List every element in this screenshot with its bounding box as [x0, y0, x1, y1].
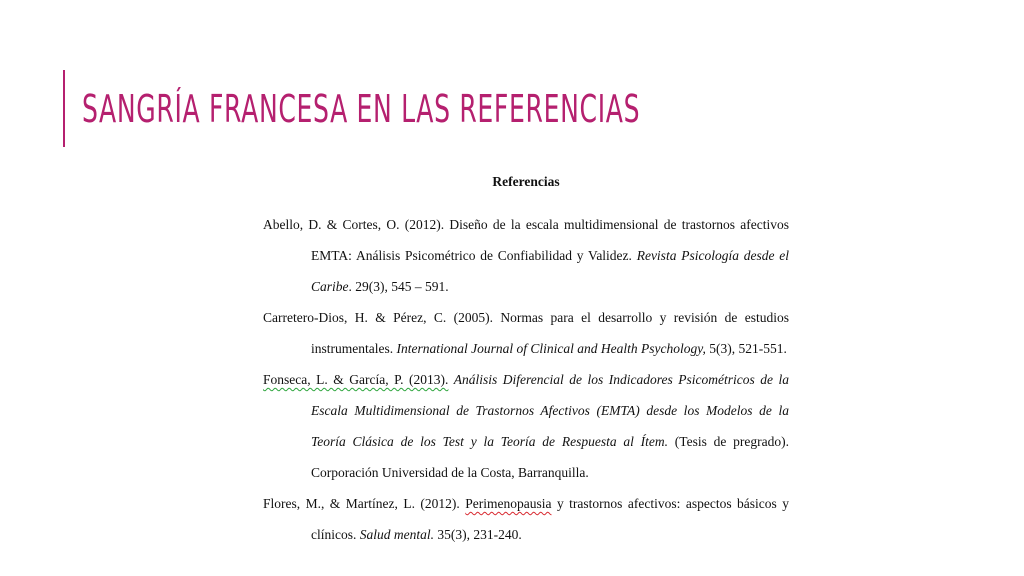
- reference-text: (Tesis de pregrado).: [668, 434, 789, 449]
- reference-item: [263, 302, 789, 364]
- reference-item: [263, 488, 789, 550]
- reference-text: 5(3), 521-551.: [705, 341, 787, 356]
- spelling-flagged-text: Perimenopausia: [465, 496, 552, 511]
- reference-line: [263, 488, 789, 519]
- grammar-flagged-text: Fonseca, L. & García, P. (2013).: [263, 372, 449, 387]
- reference-text: instrumentales.: [311, 341, 397, 356]
- slide-title: SANGRÍA FRANCESA EN LAS REFERENCIAS: [82, 87, 641, 131]
- journal-title: Caribe: [311, 279, 349, 294]
- reference-line: [263, 333, 789, 364]
- reference-text: clínicos.: [311, 527, 360, 542]
- reference-line: [263, 302, 789, 333]
- reference-text: Carretero-Dios, H. & Pérez, C. (2005). Normas para el desarrollo y revisión de estudios: [263, 310, 789, 325]
- document-image: [263, 170, 789, 542]
- reference-list: [263, 209, 789, 550]
- reference-line: [263, 271, 789, 302]
- journal-title: Revista Psicología desde el: [636, 248, 789, 263]
- reference-item: [263, 209, 789, 302]
- reference-text: Flores, M., & Martínez, L. (2012).: [263, 496, 466, 511]
- work-title: Teoría Clásica de los Test y la Teoría de Respuesta al Ítem.: [311, 434, 668, 449]
- reference-line: [263, 240, 789, 271]
- reference-item: [263, 364, 789, 488]
- reference-text: Abello, D. & Cortes, O. (2012). Diseño de la escala multidimensional de trastornos afectivos: [263, 217, 789, 232]
- reference-text: y trastornos afectivos: aspectos básicos y: [551, 496, 789, 511]
- reference-line: [263, 519, 789, 550]
- reference-text: 35(3), 231-240.: [434, 527, 522, 542]
- reference-line: [263, 426, 789, 457]
- journal-title: International Journal of Clinical and Health Psychology,: [396, 341, 706, 356]
- reference-line: [263, 209, 789, 240]
- work-title: Escala Multidimensional de Trastornos Afectivos (EMTA) desde los Modelos de la: [311, 403, 789, 418]
- journal-title: Salud mental.: [359, 527, 434, 542]
- reference-line: [263, 364, 789, 395]
- reference-text: EMTA: Análisis Psicométrico de Confiabilidad y Validez.: [311, 248, 637, 263]
- reference-line: [263, 457, 789, 488]
- title-accent-bar: [63, 70, 65, 147]
- references-heading: Referencias: [492, 174, 560, 189]
- reference-text: . 29(3), 545 – 591.: [348, 279, 449, 294]
- reference-line: [263, 395, 789, 426]
- reference-text: Corporación Universidad de la Costa, Barranquilla.: [311, 465, 589, 480]
- work-title: Análisis Diferencial de los Indicadores Psicométricos de la: [448, 372, 789, 387]
